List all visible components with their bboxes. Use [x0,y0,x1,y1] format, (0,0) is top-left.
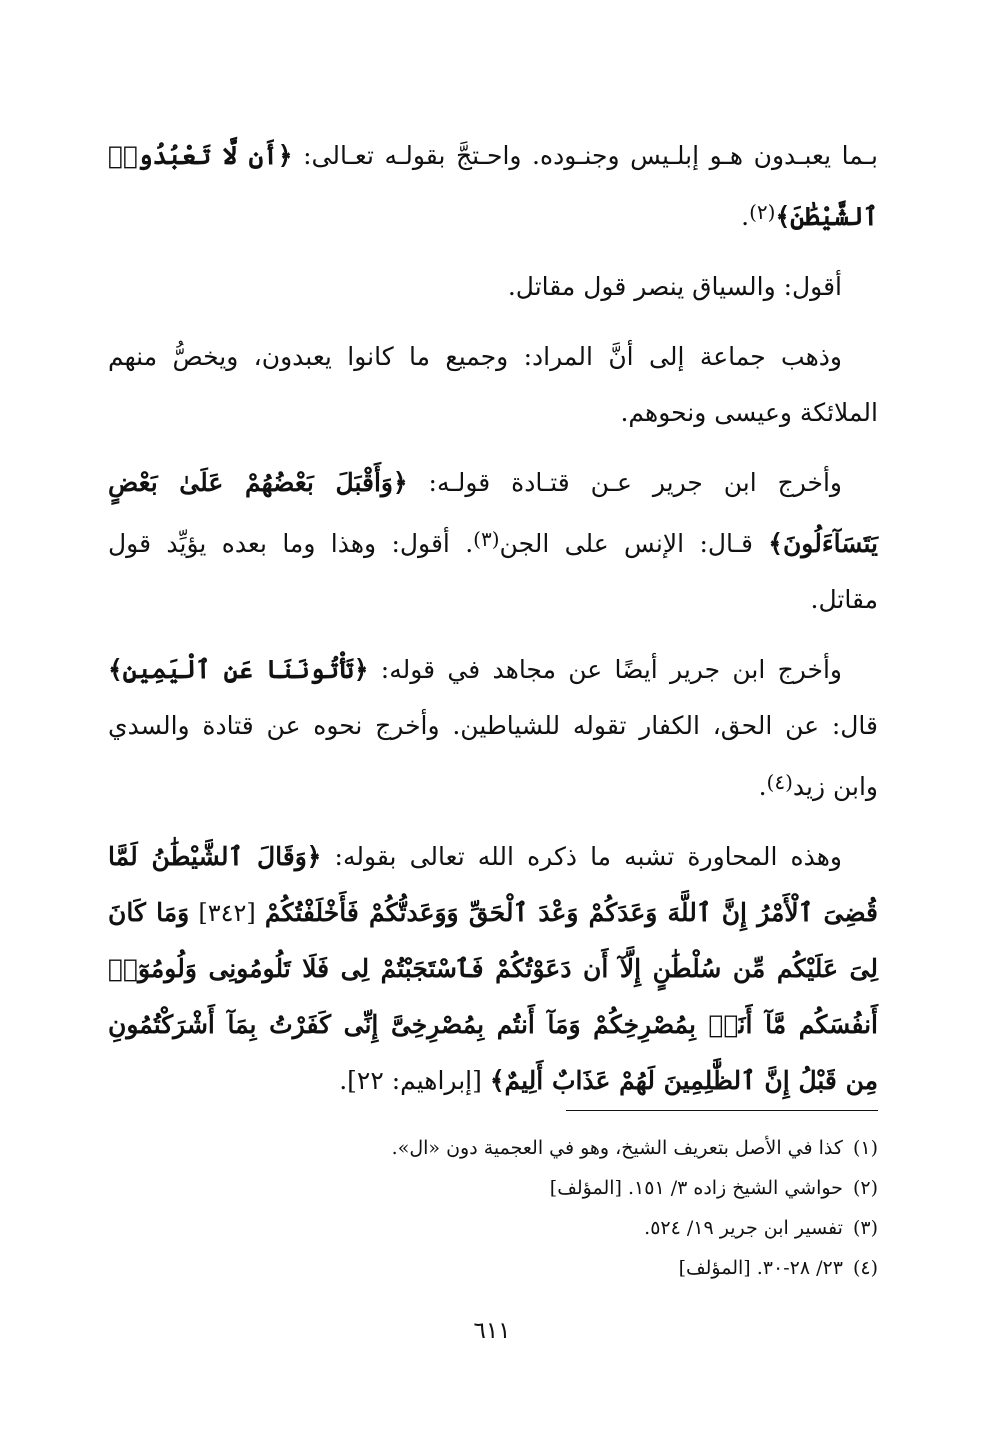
paragraph-text: وهذه المحاورة تشبه ما ذكره الله تعالى بقوله: [321,842,842,871]
footnote [108,1208,878,1248]
paragraph [108,829,878,1109]
paragraph-text: . [741,202,750,231]
footnote-number: (٢) [852,1177,878,1199]
footnote-text: حواشي الشيخ زاده ٣/ ١٥١. [المؤلف] [549,1177,843,1199]
paragraph-text: أقول: والسياق ينصر قول مقاتل. [507,272,842,301]
footnote-reference: (٤) [766,770,793,794]
paragraph [108,642,878,815]
footnote-text: ٢٣/ ٢٨-٣٠. [المؤلف] [678,1257,843,1279]
footnote [108,1128,878,1168]
footnote [108,1248,878,1288]
paragraph [108,329,878,441]
main-text [108,128,878,1123]
paragraph-text: قال: عن الحق، الكفار تقوله للشياطين. وأخرج نحوه عن قتادة والسدي وابن زيد [108,711,878,801]
footnote-number: (٣) [852,1217,878,1239]
quran-verse: وَمَا كَانَ لِىَ عَلَيْكُم مِّن سُلْطَٰنٍ إِلَّآ أَن دَعَوْتُكُمْ فَٱسْتَجَبْتُمْ لِى فَلَا تَلُومُونِى وَلُومُوٓا۟ أَنفُسَكُم مَّآ أَنَا۠ بِمُصْرِخِكُمْ وَمَآ أَنتُم بِمُصْرِخِىَّ إِنِّى كَفَرْتُ بِمَآ أَشْرَكْتُمُونِ مِن قَبْلُ إِنَّ ٱلظَّٰلِمِينَ لَهُمْ عَذَابٌ أَلِيمٌ﴾ [108,898,878,1095]
paragraph-text: بـما يعبـدون هـو إبلـيس وجنـوده. واحـتجَّ بقولـه تعـالى: [292,141,878,170]
footnote-separator [566,1110,878,1111]
page-marker: [٣٤٢] [189,899,265,927]
footnote-number: (٤) [852,1257,878,1279]
footnote-reference: (٢) [749,200,776,224]
paragraph-text: [إبراهيم: ٢٢]. [339,1066,490,1095]
quran-verse: ﴿أَن لَّا تَعْبُدُوا۟ ٱلشَّيْطَٰنَ﴾ [108,141,878,231]
paragraph-text: . [758,772,767,801]
quran-verse: ﴿تَأْتُونَنَا عَنِ ٱلْيَمِينِ﴾ [108,655,369,684]
paragraph [108,128,878,245]
quran-verse: ﴿وَقَالَ ٱلشَّيْطَٰنُ لَمَّا قُضِىَ ٱلْأَمْرُ إِنَّ ٱللَّهَ وَعَدَكُمْ وَعْدَ ٱلْحَقِّ وَوَعَدتُّكُمْ فَأَخْلَفْتُكُمْ [108,842,878,927]
footnote-number: (١) [852,1137,878,1159]
paragraph-text: وأخرج ابن جرير عـن قتـادة قولـه: [407,468,843,497]
paragraph-text: . أقول: وهذا وما بعده يؤيِّد قول مقاتل. [108,529,878,614]
paragraph [108,259,878,315]
footnote-text: تفسير ابن جرير ١٩/ ٥٢٤. [644,1217,843,1239]
quran-verse: ﴿وَأَقْبَلَ بَعْضُهُمْ عَلَىٰ بَعْضٍ يَتَسَآءَلُونَ﴾ [108,468,879,558]
page-number: ٦١١ [473,1318,511,1344]
paragraph-text: وذهب جماعة إلى أنَّ المراد: وجميع ما كانوا يعبدون، ويخصُّ منهم الملائكة وعيسى ونحوهم. [108,342,878,427]
paragraph-text: وأخرج ابن جرير أيضًا عن مجاهد في قوله: [368,655,842,684]
footnote [108,1168,878,1208]
footnotes [108,1128,878,1288]
footnote-reference: (٣) [473,527,500,551]
footnote-text: كذا في الأصل بتعريف الشيخ، وهو في العجمية دون «ال». [391,1137,843,1159]
paragraph-text: قـال: الإنس على الجن [499,529,769,558]
paragraph [108,455,878,628]
